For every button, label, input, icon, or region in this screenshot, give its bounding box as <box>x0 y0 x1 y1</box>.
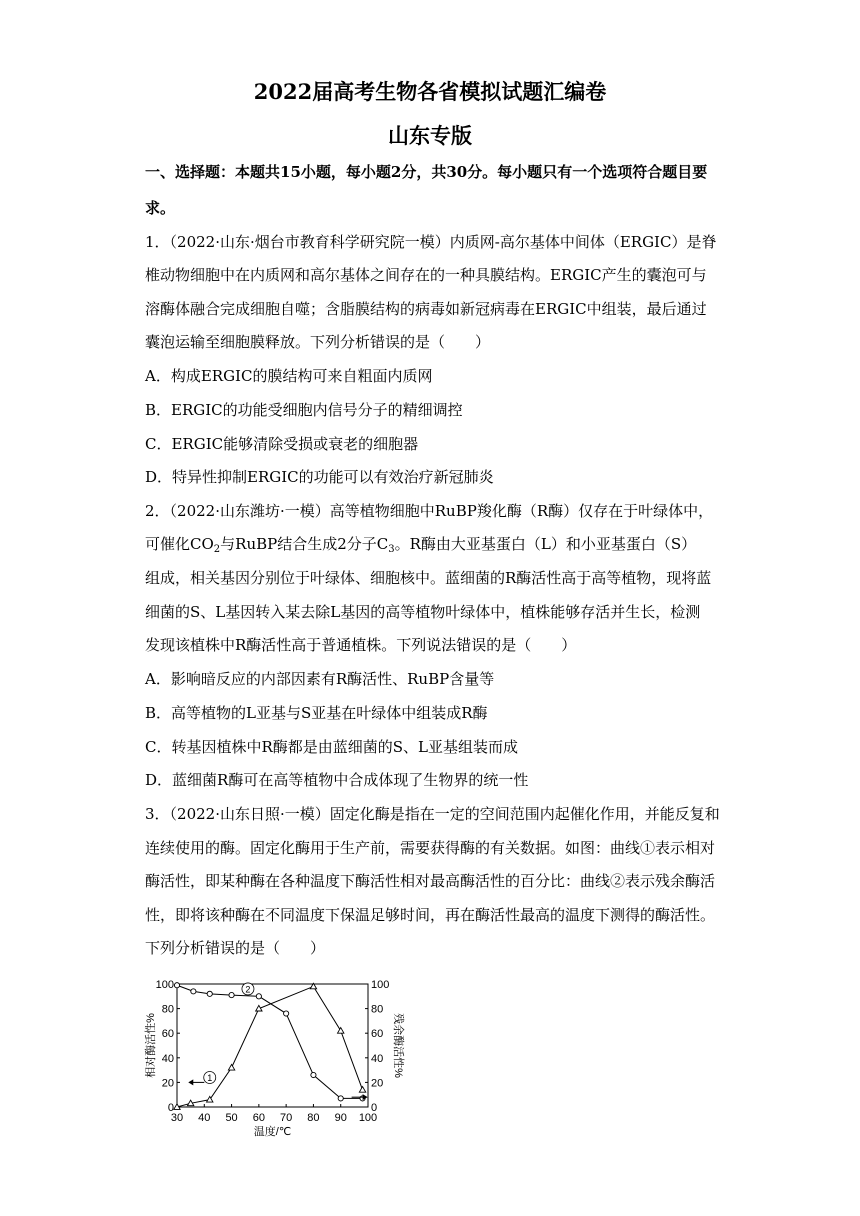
q2-stem-line: 可催化$CO_2$与RuBP结合生成2分子$C_3$。R酶由大亚基蛋白（L）和小亚基蛋白（S） <box>145 535 697 555</box>
q3-stem-line: 3．（2022·山东日照·一模）固定化酶是指在一定的空间范围内起催化作用，并能反复和 <box>145 805 720 823</box>
x-tick-label: 70 <box>280 1112 293 1124</box>
data-point <box>311 1072 316 1077</box>
section-heading: 一、选择题：本题共15小题，每小题2分，共30分。每小题只有一个选项符合题目要 <box>145 163 708 181</box>
q2-option-a: A．影响暗反应的内部因素有R酶活性、RuBP含量等 <box>145 670 495 688</box>
y-tick-label-left: 20 <box>161 1077 174 1090</box>
q1-option-a: A．构成ERGIC的膜结构可来自粗面内质网 <box>145 367 433 385</box>
x-tick-label: 50 <box>225 1112 238 1124</box>
data-point <box>207 991 212 996</box>
section-heading-cont: 求。 <box>145 199 176 217</box>
enzyme-activity-chart <box>140 968 404 1143</box>
q3-stem-line: 性，即将该种酶在不同温度下保温足够时间，再在酶活性最高的温度下测得的酶活性。 <box>145 906 716 924</box>
y-tick-label-left: 100 <box>155 979 174 991</box>
data-point <box>338 1028 344 1034</box>
y-tick-label-left: 40 <box>161 1052 174 1065</box>
data-point <box>256 994 261 999</box>
x-tick-label: 30 <box>170 1112 184 1124</box>
q3-stem-line: 下列分析错误的是（ ） <box>145 939 326 957</box>
data-point <box>359 1087 365 1093</box>
y-tick-label-left: 60 <box>161 1028 174 1041</box>
plot-frame <box>177 984 368 1107</box>
x-tick-label: 60 <box>252 1112 265 1124</box>
q1-option-d: D．特异性抑制ERGIC的功能可以有效治疗新冠肺炎 <box>145 468 494 486</box>
chart-marks <box>174 983 368 1110</box>
x-axis-title: 温度/℃ <box>253 1126 292 1138</box>
q2-stem-line: 发现该植株中R酶活性高于普通植株。下列说法错误的是（ ） <box>145 636 577 654</box>
page-subtitle: 山东专版 <box>388 123 472 148</box>
arrow-left-head <box>188 1079 193 1085</box>
q2-option-c: C．转基因植株中R酶都是由蓝细菌的S、L亚基组装而成 <box>145 738 519 756</box>
q2-stem-line: 2．（2022·山东潍坊·一模）高等植物细胞中RuBP羧化酶（R酶）仅存在于叶绿体中， <box>145 502 714 520</box>
x-tick-label: 80 <box>307 1112 320 1124</box>
q1-stem-line: 椎动物细胞中在内质网和高尔基体之间存在的一种具膜结构。ERGIC产生的囊泡可与 <box>145 266 707 284</box>
y-tick-label-right: 20 <box>371 1077 384 1090</box>
q1-stem-line: 囊泡运输至细胞膜释放。下列分析错误的是（ ） <box>145 333 491 351</box>
data-point <box>338 1096 343 1101</box>
x-tick-label: 90 <box>334 1112 347 1124</box>
data-point <box>174 983 179 988</box>
data-point <box>191 989 196 994</box>
q3-stem-line: 连续使用的酶。固定化酶用于生产前，需要获得酶的有关数据。如图：曲线①表示相对 <box>145 839 716 857</box>
series-label: 1 <box>207 1072 213 1083</box>
y-axis-title-left: 相对酶活性% <box>145 1013 157 1078</box>
data-point <box>207 1096 213 1102</box>
q1-stem-line: 溶酶体融合完成细胞自噬；含脂膜结构的病毒如新冠病毒在ERGIC中组装，最后通过 <box>145 300 707 318</box>
q2-stem-line: 细菌的S、L基因转入某去除L基因的高等植物叶绿体中，植株能够存活并生长，检测 <box>145 603 701 621</box>
page-title: 2022届高考生物各省模拟试题汇编卷 <box>253 79 607 104</box>
x-tick-label: 40 <box>198 1112 211 1124</box>
q1-option-c: C．ERGIC能够清除受损或衰老的细胞器 <box>145 435 419 453</box>
q1-option-b: B．ERGIC的功能受细胞内信号分子的精细调控 <box>145 401 463 419</box>
data-point <box>284 1011 289 1016</box>
q1-stem-line: 1．（2022·山东·烟台市教育科学研究院一模）内质网-高尔基体中间体（ERGIC）是脊 <box>145 233 717 251</box>
q2-option-d: D．蓝细菌R酶可在高等植物中合成体现了生物界的统一性 <box>145 771 529 789</box>
y-axis-title-right: 残余酶活性% <box>392 1013 404 1078</box>
y-tick-label-left: 80 <box>161 1003 174 1016</box>
chart-axes <box>177 984 368 1107</box>
q3-stem-line: 酶活性，即某种酶在各种温度下酶活性相对最高酶活性的百分比：曲线②表示残余酶活 <box>145 872 716 890</box>
q2-option-b: B．高等植物的L亚基与S亚基在叶绿体中组装成R酶 <box>145 704 488 722</box>
chart-labels <box>143 979 406 1138</box>
data-point <box>229 992 234 997</box>
y-tick-label-right: 100 <box>371 979 390 991</box>
y-tick-label-left: 0 <box>167 1102 174 1114</box>
y-tick-label-right: 80 <box>371 1003 384 1016</box>
x-tick-label: 100 <box>358 1112 378 1124</box>
series-line <box>177 986 363 1107</box>
y-tick-label-right: 0 <box>371 1102 378 1114</box>
y-tick-label-right: 60 <box>371 1028 384 1041</box>
y-tick-label-right: 40 <box>371 1052 384 1065</box>
series-label: 2 <box>245 984 251 995</box>
q2-stem-line: 组成，相关基因分别位于叶绿体、细胞核中。蓝细菌的R酶活性高于高等植物，现将蓝 <box>145 569 712 587</box>
data-point <box>228 1064 234 1070</box>
